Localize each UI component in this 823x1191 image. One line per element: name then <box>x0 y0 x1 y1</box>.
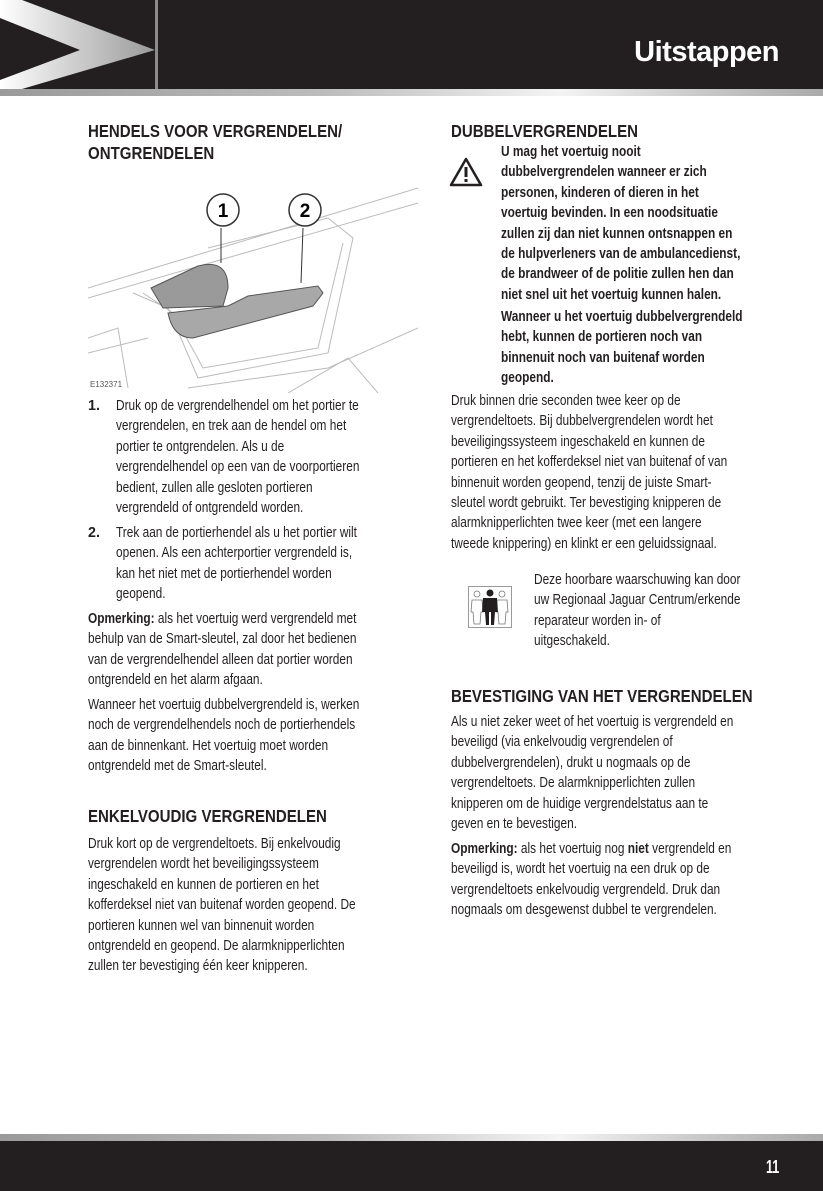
note-not-locked <box>451 839 731 921</box>
text-line: openen. Als een achterportier vergrendeld is, <box>116 545 353 562</box>
header-divider <box>155 0 158 89</box>
text-line: de hulpverleners van de ambulancedienst, <box>501 245 741 262</box>
text-line: beveiligd (via enkelvoudig vergrendelen of <box>451 734 673 751</box>
text-line: zullen ter bevestiging één keer knipperen. <box>88 958 308 975</box>
text-line: binnenuit worden geopend, tenzij de juiste Smart- <box>451 474 712 491</box>
text-line: als het voertuig werd vergrendeld met <box>154 611 357 627</box>
text-line: vergrendeltoets. Bij dubbelvergrendelen wordt het <box>451 413 713 430</box>
text-line: Druk binnen drie seconden twee keer op de <box>451 393 681 409</box>
paragraph-single-lock <box>88 834 356 977</box>
text-line: behulp van de Smart-sleutel, zal door het bedienen <box>88 631 357 648</box>
text-line: geven en te bevestigen. <box>451 815 578 832</box>
text-line: vergrendelen, en trek aan de hendel om het <box>116 418 347 435</box>
text-emphasis: niet <box>627 841 649 857</box>
text-line: Als u niet zeker weet of het voertuig is vergrendeld en <box>451 714 734 730</box>
text-line: geopend. <box>501 370 554 387</box>
text-line: ingeschakeld en kunnen de portieren en het <box>88 876 319 893</box>
heading-hendels <box>88 120 342 164</box>
text-line: Druk op de vergrendelhendel om het portier te <box>116 398 359 414</box>
text-line: portieren en het kofferdeksel niet van buitenaf of van <box>451 454 728 471</box>
text-line: portieren kunnen wel van binnenuit worden <box>88 917 315 934</box>
text-line: kofferdeksel niet van buitenaf worden geopend. De <box>88 897 356 914</box>
text-line: tweede knippering) en klinkt er een geluidssignaal. <box>451 535 717 552</box>
heading-line: ONTGRENDELEN <box>88 143 215 163</box>
dealer-service-icon <box>468 586 512 628</box>
heading-enkelvoudig: ENKELVOUDIG VERGRENDELEN <box>88 806 327 826</box>
text-fragment: als het voertuig nog <box>517 841 628 857</box>
text-line: beveiligingssysteem ingeschakeld en kunnen de <box>451 433 705 450</box>
page-header <box>0 0 823 89</box>
text-line: sleutel wordt gebruikt. Ter bevestiging knipperen de <box>451 494 722 511</box>
text-line: niet snel uit het voertuig kunnen halen. <box>501 286 722 303</box>
text-line: de brandweer of de politie zullen hen dan <box>501 266 734 283</box>
text-line: Deze hoorbare waarschuwing kan door <box>534 572 741 588</box>
text-line: dubbelvergrendelen), drukt u nogmaals op de <box>451 754 691 771</box>
header-strip <box>0 89 823 96</box>
text-fragment: vergrendeld en <box>648 841 732 857</box>
paragraph-double-lock <box>88 695 359 777</box>
text-line: dubbelvergrendelen wanneer er zich <box>501 164 707 181</box>
text-line: vergrendeld of ontgrendeld worden. <box>116 499 304 516</box>
text-line: Wanneer het voertuig dubbelvergrendeld is, werken <box>88 697 360 713</box>
list-item-2 <box>116 523 357 605</box>
text-line: vergrendelen wordt het beveiligingssysteem <box>88 856 319 873</box>
page-number: 11 <box>766 1157 780 1177</box>
text-line: U mag het voertuig nooit <box>501 144 641 160</box>
text-line: uw Regionaal Jaguar Centrum/erkende <box>534 592 741 609</box>
text-line: vergrendeltoets. De alarmknipperlichten zullen <box>451 775 696 792</box>
text-line: Trek aan de portierhendel als u het portier wilt <box>116 525 357 541</box>
callout-label: 2 <box>299 201 311 222</box>
text-line: beveiligd is, wordt het voertuig na een druk op de <box>451 861 710 878</box>
chevron-logo-icon <box>0 0 160 89</box>
text-line: vergrendeltoets enkelvoudig vergrendeld. Druk dan <box>451 881 721 898</box>
heading-line: HENDELS VOOR VERGRENDELEN/ <box>88 121 343 141</box>
text-line: ontgrendeld met de Smart-sleutel. <box>88 758 267 775</box>
footer-strip <box>0 1134 823 1141</box>
text-line: Wanneer u het voertuig dubbelvergrendeld <box>501 309 743 325</box>
dealer-note <box>534 570 740 652</box>
warning-text <box>501 142 740 305</box>
warning-triangle-icon <box>449 157 483 187</box>
heading-dubbel: DUBBELVERGRENDELEN <box>451 121 639 141</box>
text-line: portier te ontgrendelen. Als u de <box>116 438 285 455</box>
text-line: kan het niet met de portierhendel worden <box>116 565 332 582</box>
list-number: 1. <box>88 398 100 414</box>
text-line: nogmaals om desgewenst dubbel te vergrendelen. <box>451 902 717 919</box>
note-smart-key <box>88 609 356 691</box>
text-line: ontgrendeld en geopend. De alarmknipperlichten <box>88 937 345 954</box>
callout-label: 1 <box>217 201 229 222</box>
paragraph-confirm <box>451 712 733 834</box>
text-line: geopend. <box>116 586 166 603</box>
text-line: Druk kort op de vergrendeltoets. Bij enkelvoudig <box>88 836 341 852</box>
list-number: 2. <box>88 525 100 541</box>
text-line: reparateur worden in- of <box>534 612 661 629</box>
text-line: noch de vergrendelhendels noch de portierhendels <box>88 717 356 734</box>
text-line: uitgeschakeld. <box>534 633 610 650</box>
text-line: vergrendelhendel op een van de voorportieren <box>116 459 360 476</box>
text-line: zullen zij dan niet kunnen ontsnappen en <box>501 225 733 242</box>
text-line: personen, kinderen of dieren in het <box>501 184 699 201</box>
text-line: hebt, kunnen de portieren noch van <box>501 329 703 346</box>
text-line: alarmknipperlichten twee keer (met een langere <box>451 515 702 532</box>
text-line: bedient, zullen alle gesloten portieren <box>116 479 313 496</box>
figure-code: E132371 <box>90 380 123 389</box>
door-handle-figure <box>88 178 418 393</box>
text-line: van de vergrendelhendel alleen dat portier worden <box>88 651 353 668</box>
note-label: Opmerking: <box>88 611 155 627</box>
text-line: aan de binnenkant. Het voertuig moet worden <box>88 737 329 754</box>
warning-text-2 <box>501 307 743 389</box>
paragraph-double-lock-howto <box>451 391 727 554</box>
note-label: Opmerking: <box>451 841 518 857</box>
heading-bevestiging: BEVESTIGING VAN HET VERGRENDELEN <box>451 686 753 706</box>
text-line: voertuig bevinden. In een noodsituatie <box>501 205 718 222</box>
section-title: Uitstappen <box>634 36 779 68</box>
list-item-1 <box>116 396 359 518</box>
text-line: knipperen om de huidige vergrendelstatus aan te <box>451 795 709 812</box>
page-footer <box>0 1141 823 1191</box>
text-line: ontgrendeld en het alarm afgaan. <box>88 672 263 689</box>
text-line: binnenuit noch van buitenaf worden <box>501 349 705 366</box>
